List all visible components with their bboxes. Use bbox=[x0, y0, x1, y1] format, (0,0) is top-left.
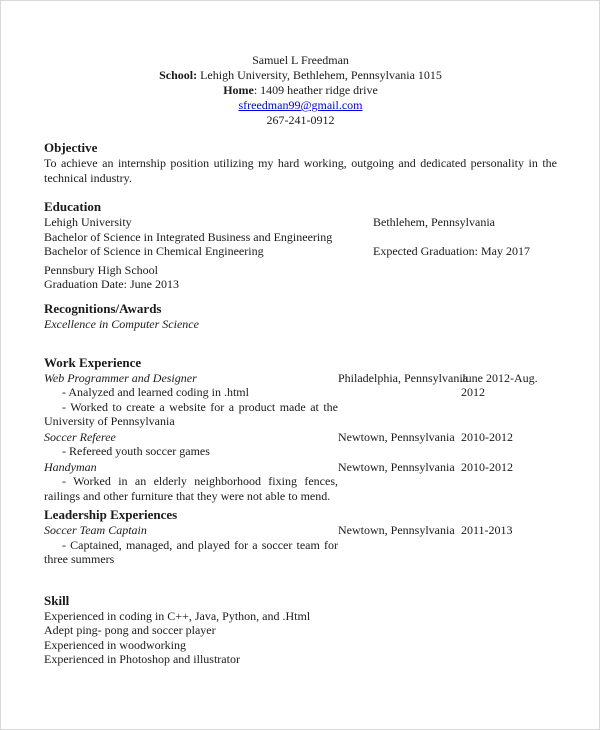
leadership-heading: Leadership Experiences bbox=[44, 507, 178, 522]
skill-item: Adept ping- pong and soccer player bbox=[44, 623, 216, 637]
education-rows bbox=[44, 215, 557, 292]
education-heading: Education bbox=[44, 199, 102, 214]
education-degree: Bachelor of Science in Chemical Engineering bbox=[44, 244, 264, 258]
contact-header bbox=[44, 53, 557, 128]
home-line bbox=[44, 83, 557, 98]
objective-text: To achieve an internship position utilizing my hard working, outgoing and dedicated personality in the technical industry. bbox=[44, 156, 557, 185]
education-institution: Pennsbury High School bbox=[44, 262, 158, 277]
resume-page bbox=[1, 1, 599, 667]
recognition-item: Excellence in Computer Science bbox=[44, 316, 199, 331]
leadership-location: Newtown, Pennsylvania bbox=[338, 523, 455, 537]
job-bullet: - Refereed youth soccer games bbox=[62, 444, 210, 458]
job-location: Philadelphia, Pennsylvania bbox=[338, 370, 468, 385]
home-label: Home bbox=[223, 83, 254, 97]
education-row bbox=[44, 244, 557, 259]
phone-number: 267-241-0912 bbox=[266, 113, 335, 127]
job-bullet: - Worked to create a website for a product made at the University of Pennsylvania bbox=[44, 399, 338, 428]
school-line bbox=[44, 68, 557, 83]
education-degree: Bachelor of Science in Integrated Business and Engineering bbox=[44, 229, 333, 244]
skill-heading: Skill bbox=[44, 592, 70, 608]
leadership-entry bbox=[44, 523, 557, 567]
candidate-name: Samuel L Freedman bbox=[252, 53, 349, 67]
skill-list bbox=[44, 609, 557, 667]
education-graduation: Expected Graduation: May 2017 bbox=[373, 244, 530, 258]
school-value: Lehigh University, Bethlehem, Pennsylvania 1015 bbox=[197, 68, 442, 82]
work-entry bbox=[44, 460, 557, 504]
recognitions-heading: Recognitions/Awards bbox=[44, 300, 162, 316]
job-dates: 2010-2012 bbox=[461, 459, 513, 474]
job-dates: 2010-2012 bbox=[461, 429, 513, 444]
job-title: Web Programmer and Designer bbox=[44, 370, 197, 385]
education-row bbox=[44, 230, 557, 245]
job-title: Soccer Referee bbox=[44, 429, 116, 444]
job-dates: June 2012-Aug. 2012 bbox=[461, 370, 538, 399]
email-link[interactable]: sfreedman99@gmail.com bbox=[238, 98, 363, 112]
job-bullet: - Worked in an elderly neighborhood fixing fences, railings and other furniture that they were not able to mend. bbox=[44, 474, 338, 503]
leadership-dates: 2011-2013 bbox=[461, 523, 513, 537]
job-title: Handyman bbox=[44, 459, 97, 474]
email-line bbox=[44, 98, 557, 113]
education-location: Bethlehem, Pennsylvania bbox=[373, 215, 495, 229]
job-location: Newtown, Pennsylvania bbox=[338, 429, 455, 444]
job-bullet: - Analyzed and learned coding in .html bbox=[62, 385, 249, 399]
education-row bbox=[44, 263, 557, 278]
education-graduation-date: Graduation Date: June 2013 bbox=[44, 277, 179, 291]
education-row bbox=[44, 277, 557, 292]
job-location: Newtown, Pennsylvania bbox=[338, 459, 455, 474]
home-value: : 1409 heather ridge drive bbox=[253, 83, 378, 97]
work-entry bbox=[44, 371, 557, 429]
education-institution: Lehigh University bbox=[44, 215, 132, 229]
work-heading: Work Experience bbox=[44, 354, 142, 370]
leadership-bullet: - Captained, managed, and played for a soccer team for three summers bbox=[44, 537, 338, 566]
work-entry bbox=[44, 430, 557, 459]
objective-heading: Objective bbox=[44, 140, 98, 155]
skill-item: Experienced in coding in C++, Java, Python, and .Html bbox=[44, 608, 311, 623]
skill-item: Experienced in Photoshop and illustrator bbox=[44, 652, 240, 666]
education-row bbox=[44, 215, 557, 230]
skill-item: Experienced in woodworking bbox=[44, 637, 186, 652]
leadership-title: Soccer Team Captain bbox=[44, 523, 147, 537]
school-label: School: bbox=[159, 68, 198, 82]
